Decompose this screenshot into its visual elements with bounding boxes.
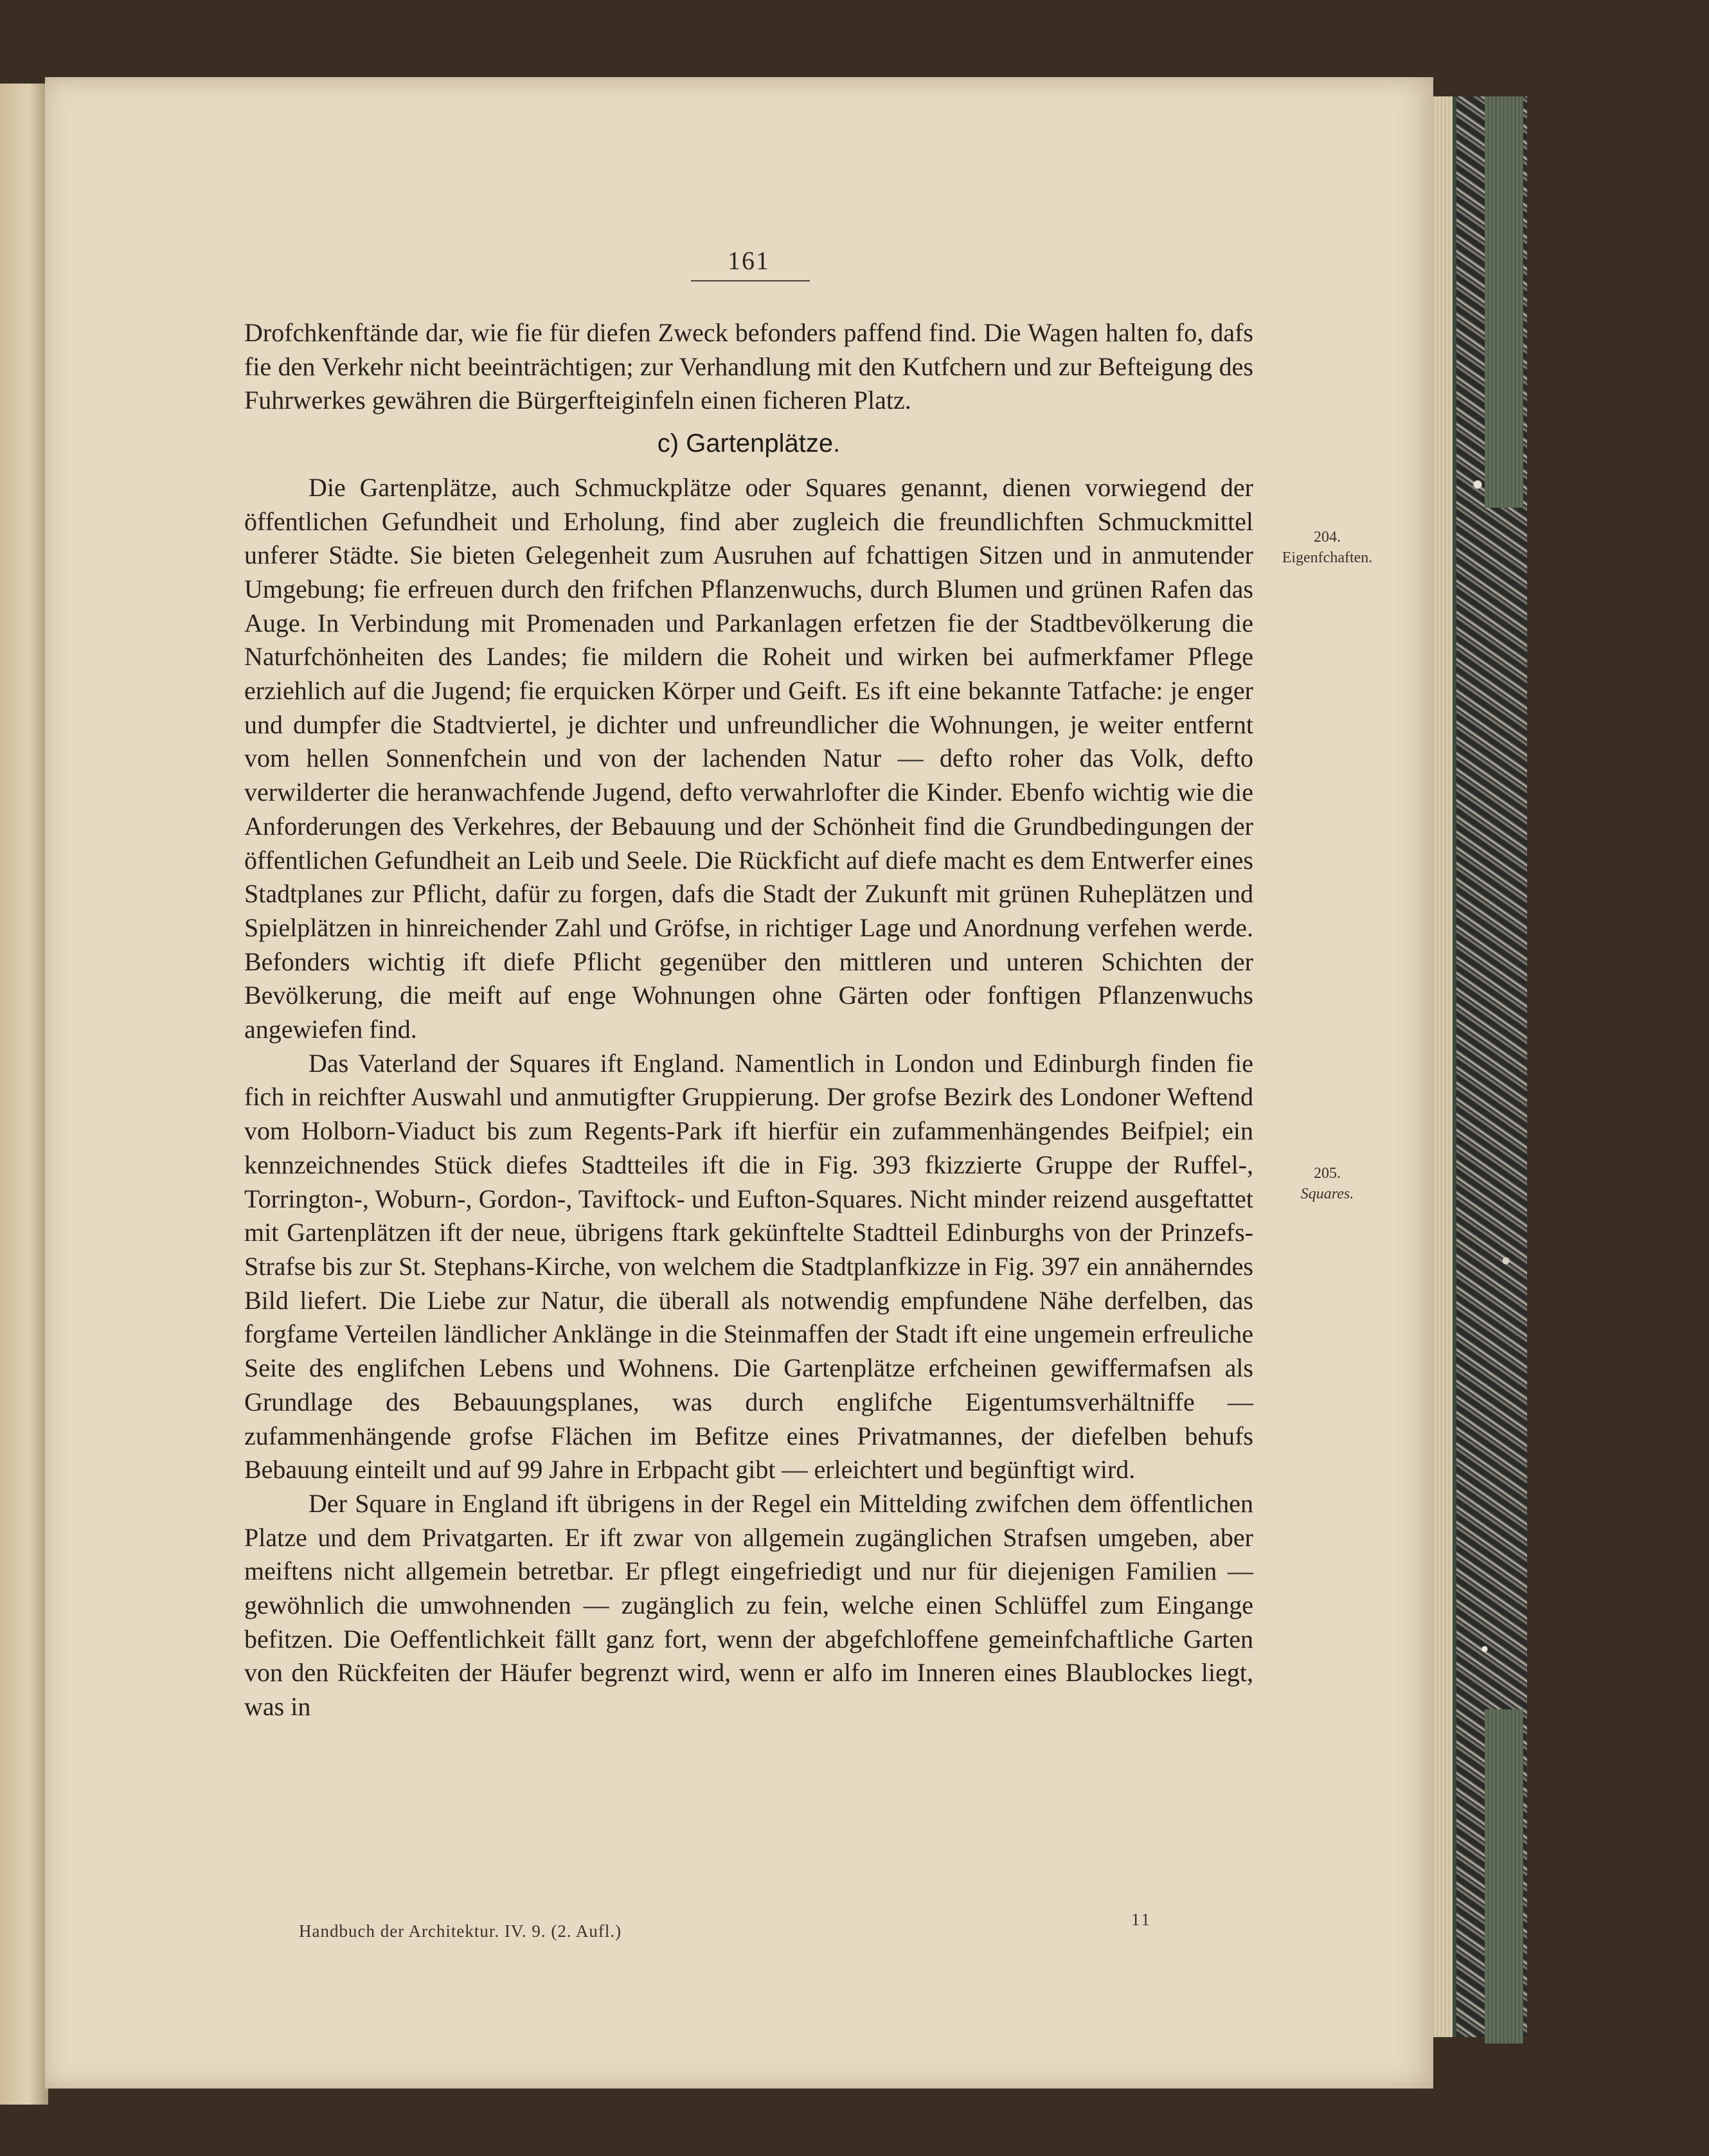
page-number-rule [691, 280, 810, 281]
page-number: 161 [728, 246, 770, 275]
green-binding-bottom [1485, 1709, 1523, 2044]
marginal-note-number: 205. [1314, 1165, 1341, 1182]
marginal-note-205 [1279, 1163, 1375, 1204]
marginal-note-label: Squares. [1300, 1186, 1354, 1202]
book-page [45, 77, 1433, 2089]
footer-source: Handbuch der Architektur. IV. 9. (2. Aufl.) [299, 1921, 622, 1941]
paragraph-vaterland: Das Vaterland der Squares ift England. Namentlich in London und Edinburgh finden fie fich in reichfter Auswahl und anmutigfter Gruppierung. Der grofse Bezirk des Londoner Weftend vom Holborn-Viaduct bis zum Regents-Park ift hierfür ein zufammenhängendes Beifpiel; ein kennzeichnendes Stück diefes Stadtteiles ift die in Fig. 393 fkizzierte Gruppe der Ruffel-, Torrington-, Woburn-, Gordon-, Taviftock- und Eufton-Squares. Nicht minder reizend ausgeftattet mit Gartenplätzen ift der neue, übrigens ftark gekünftelte Stadtteil Edinburghs von der Prinzefs-Strafse bis zur St. Stephans-Kirche, von welchem die Stadtplanfkizze in Fig. 397 ein annäherndes Bild liefert. Die Liebe zur Natur, die überall als notwendig empfundene Nähe derfelben, das forgfame Verteilen ländlicher Anklänge in die Steinmaffen der Stadt ift eine ungemein erfreuliche Seite des englifchen Lebens und Wohnens. Die Gartenplätze erfcheinen gewiffermafsen als Grundlage des Bebauungsplanes, was durch englifche Eigentumsverhältniffe — zufammenhängende grofse Flächen im Befitze eines Privatmannes, der diefelben behufs Bebauung einteilt und auf 99 Jahre in Erbpacht gibt — erleichtert und begünftigt wird. [244, 1048, 1253, 1484]
green-binding-top [1485, 96, 1523, 508]
section-heading: c) Gartenplätze. [657, 429, 841, 458]
marginal-note-number: 204. [1314, 529, 1341, 546]
body-text [244, 316, 1253, 1724]
left-page-edge [0, 84, 48, 2105]
marginal-note-label: Eigenfchaften. [1282, 549, 1373, 566]
paragraph-intro: Drofchkenftände dar, wie fie für diefen Zweck befonders paffend find. Die Wagen halten fo, dafs fie den Verkehr nicht beeinträchtigen; zur Verhandlung mit den Kutfchern und zur Befteigung des Fuhrwerkes gewähren die Bürgerfteiginfeln einen ficheren Platz. [244, 318, 1253, 415]
paragraph-gartenplaetze: Die Gartenplätze, auch Schmuckplätze oder Squares genannt, dienen vorwiegend der öffentlichen Gefundheit und Erholung, find aber zugleich die freundlichften Schmuckmittel unferer Städte. Sie bieten Gelegenheit zum Ausruhen auf fchattigen Sitzen und in anmutender Umgebung; fie erfreuen durch den frifchen Pflanzenwuchs, durch Blumen und grünen Rafen das Auge. In Verbindung mit Promenaden und Parkanlagen erfetzen fie der Stadtbevölkerung die Naturfchönheiten des Landes; fie mildern die Roheit und wirken bei aufmerkfamer Pflege erziehlich auf die Jugend; fie erquicken Körper und Geift. Es ift eine bekannte Tatfache: je enger und dumpfer die Stadtviertel, je dichter und unfreundlicher die Wohnungen, je weiter entfernt vom hellen Sonnenfchein und von der lachenden Natur — defto roher das Volk, defto verwilderter die heranwachfende Jugend, defto verwahrlofter die Kinder. Ebenfo wichtig wie die Anforderungen des Verkehres, der Bebauung und der Schönheit find die Grundbedingungen der öffentlichen Gefundheit an Leib und Seele. Die Rückficht auf diefe macht es dem Entwerfer eines Stadtplanes zur Pflicht, dafür zu forgen, dafs die Stadt der Zukunft mit grünen Ruheplätzen und Spielplätzen in hinreichender Zahl und Gröfse, in richtiger Lage und Anordnung verfehen werde. Befonders wichtig ift diefe Pflicht gegenüber den mittleren und unteren Schichten der Bevölkerung, die meift auf enge Wohnungen ohne Gärten oder fonftigen Pflanzenwuchs angewiefen find. [244, 472, 1253, 1044]
footer-signature: 11 [1131, 1910, 1152, 1929]
paragraph-square-england: Der Square in England ift übrigens in der Regel ein Mittelding zwifchen dem öffentlichen Platze und dem Privatgarten. Er ift zwar von allgemein zugänglichen Strafsen umgeben, aber meiftens nicht allgemein betretbar. Er pflegt eingefriedigt und nur für diejenigen Familien — gewöhnlich die umwohnenden — zugänglich zu fein, welche einen Schlüffel zum Eingange befitzen. Die Oeffentlichkeit fällt ganz fort, wenn der abgefchloffene gemeinfchaftliche Garten von den Rückfeiten der Häufer begrenzt wird, wenn er alfo im Inneren eines Blaublockes liegt, was in [244, 1488, 1253, 1722]
marginal-note-204 [1279, 527, 1375, 568]
